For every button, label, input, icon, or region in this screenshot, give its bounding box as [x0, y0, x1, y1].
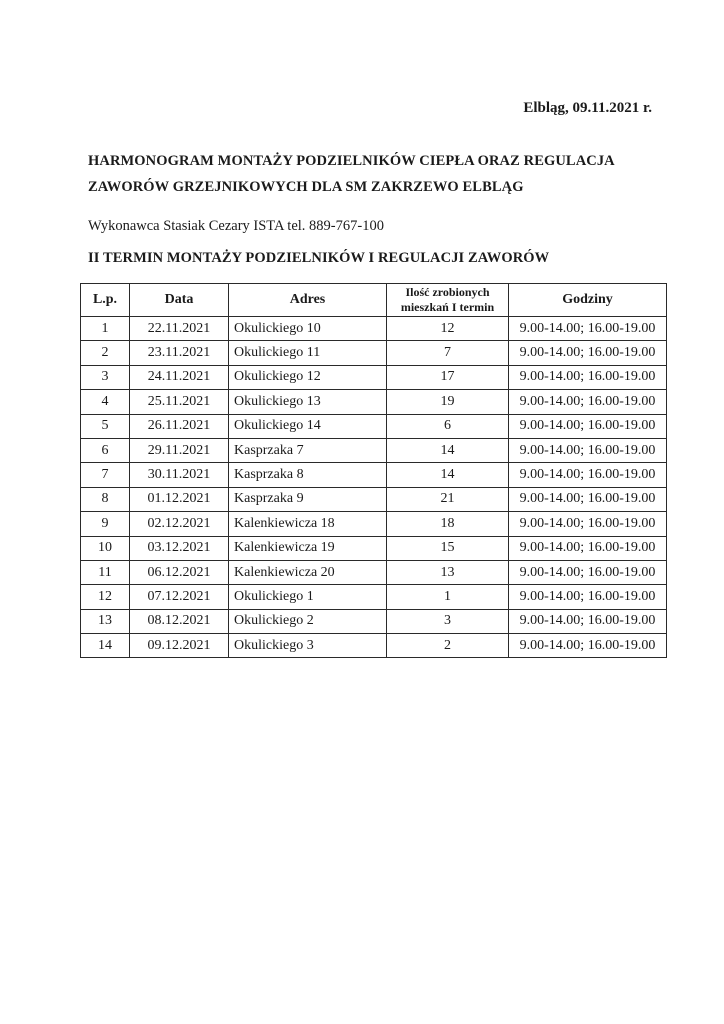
cell-count: 21 [387, 487, 509, 511]
table-row [81, 341, 667, 365]
cell-hours: 9.00-14.00; 16.00-19.00 [509, 438, 667, 462]
table-row [81, 634, 667, 658]
header-count-line-1: Ilość zrobionych [405, 285, 490, 299]
cell-count: 6 [387, 414, 509, 438]
table-row [81, 438, 667, 462]
cell-hours: 9.00-14.00; 16.00-19.00 [509, 487, 667, 511]
cell-count: 17 [387, 365, 509, 389]
cell-address: Kasprzaka 7 [229, 438, 387, 462]
table-row [81, 390, 667, 414]
table-header-row [81, 284, 667, 317]
cell-address: Okulickiego 3 [229, 634, 387, 658]
cell-count: 3 [387, 609, 509, 633]
cell-count: 14 [387, 438, 509, 462]
table-row [81, 536, 667, 560]
cell-date: 09.12.2021 [130, 634, 229, 658]
cell-hours: 9.00-14.00; 16.00-19.00 [509, 536, 667, 560]
cell-count: 15 [387, 536, 509, 560]
cell-lp: 3 [81, 365, 130, 389]
header-lp: L.p. [81, 284, 130, 317]
cell-date: 03.12.2021 [130, 536, 229, 560]
cell-count: 2 [387, 634, 509, 658]
cell-lp: 1 [81, 317, 130, 341]
cell-date: 26.11.2021 [130, 414, 229, 438]
cell-lp: 12 [81, 585, 130, 609]
cell-address: Kalenkiewicza 20 [229, 560, 387, 584]
cell-address: Okulickiego 2 [229, 609, 387, 633]
cell-date: 23.11.2021 [130, 341, 229, 365]
cell-count: 1 [387, 585, 509, 609]
cell-count: 19 [387, 390, 509, 414]
cell-hours: 9.00-14.00; 16.00-19.00 [509, 512, 667, 536]
cell-lp: 11 [81, 560, 130, 584]
cell-count: 18 [387, 512, 509, 536]
cell-date: 30.11.2021 [130, 463, 229, 487]
cell-lp: 7 [81, 463, 130, 487]
cell-hours: 9.00-14.00; 16.00-19.00 [509, 634, 667, 658]
cell-lp: 10 [81, 536, 130, 560]
table-row [81, 317, 667, 341]
table-body [81, 317, 667, 658]
cell-lp: 4 [81, 390, 130, 414]
table-row [81, 512, 667, 536]
cell-hours: 9.00-14.00; 16.00-19.00 [509, 463, 667, 487]
cell-date: 22.11.2021 [130, 317, 229, 341]
cell-count: 14 [387, 463, 509, 487]
table-row [81, 487, 667, 511]
cell-count: 7 [387, 341, 509, 365]
cell-lp: 2 [81, 341, 130, 365]
cell-address: Okulickiego 12 [229, 365, 387, 389]
cell-lp: 5 [81, 414, 130, 438]
cell-lp: 6 [81, 438, 130, 462]
header-count-line-2: mieszkań I termin [400, 300, 495, 314]
cell-hours: 9.00-14.00; 16.00-19.00 [509, 390, 667, 414]
header-hours: Godziny [509, 284, 667, 317]
schedule-table [80, 283, 667, 658]
cell-hours: 9.00-14.00; 16.00-19.00 [509, 585, 667, 609]
cell-address: Kasprzaka 9 [229, 487, 387, 511]
cell-date: 07.12.2021 [130, 585, 229, 609]
table-row [81, 585, 667, 609]
document-title [88, 148, 668, 200]
cell-address: Okulickiego 14 [229, 414, 387, 438]
table-row [81, 414, 667, 438]
section-subtitle: II TERMIN MONTAŻY PODZIELNIKÓW I REGULACJI ZAWORÓW [88, 250, 550, 266]
cell-date: 29.11.2021 [130, 438, 229, 462]
place-date: Elbląg, 09.11.2021 r. [523, 100, 652, 116]
cell-hours: 9.00-14.00; 16.00-19.00 [509, 560, 667, 584]
cell-lp: 14 [81, 634, 130, 658]
cell-lp: 8 [81, 487, 130, 511]
cell-address: Kalenkiewicza 18 [229, 512, 387, 536]
header-count [387, 284, 509, 317]
cell-date: 08.12.2021 [130, 609, 229, 633]
cell-address: Okulickiego 13 [229, 390, 387, 414]
contractor-info: Wykonawca Stasiak Cezary ISTA tel. 889-767-100 [88, 218, 384, 234]
cell-hours: 9.00-14.00; 16.00-19.00 [509, 609, 667, 633]
table-row [81, 560, 667, 584]
title-line-2: ZAWORÓW GRZEJNIKOWYCH DLA SM ZAKRZEWO ELBLĄG [88, 179, 524, 195]
cell-count: 12 [387, 317, 509, 341]
cell-count: 13 [387, 560, 509, 584]
cell-address: Okulickiego 1 [229, 585, 387, 609]
cell-address: Kalenkiewicza 19 [229, 536, 387, 560]
cell-date: 25.11.2021 [130, 390, 229, 414]
title-line-1: HARMONOGRAM MONTAŻY PODZIELNIKÓW CIEPŁA ORAZ REGULACJA [88, 153, 615, 169]
cell-lp: 9 [81, 512, 130, 536]
header-address: Adres [229, 284, 387, 317]
cell-date: 06.12.2021 [130, 560, 229, 584]
table-row [81, 365, 667, 389]
cell-address: Okulickiego 11 [229, 341, 387, 365]
cell-address: Kasprzaka 8 [229, 463, 387, 487]
cell-date: 24.11.2021 [130, 365, 229, 389]
cell-lp: 13 [81, 609, 130, 633]
cell-hours: 9.00-14.00; 16.00-19.00 [509, 317, 667, 341]
cell-date: 02.12.2021 [130, 512, 229, 536]
cell-address: Okulickiego 10 [229, 317, 387, 341]
table-row [81, 609, 667, 633]
cell-hours: 9.00-14.00; 16.00-19.00 [509, 365, 667, 389]
header-date: Data [130, 284, 229, 317]
table-row [81, 463, 667, 487]
cell-hours: 9.00-14.00; 16.00-19.00 [509, 341, 667, 365]
cell-date: 01.12.2021 [130, 487, 229, 511]
cell-hours: 9.00-14.00; 16.00-19.00 [509, 414, 667, 438]
